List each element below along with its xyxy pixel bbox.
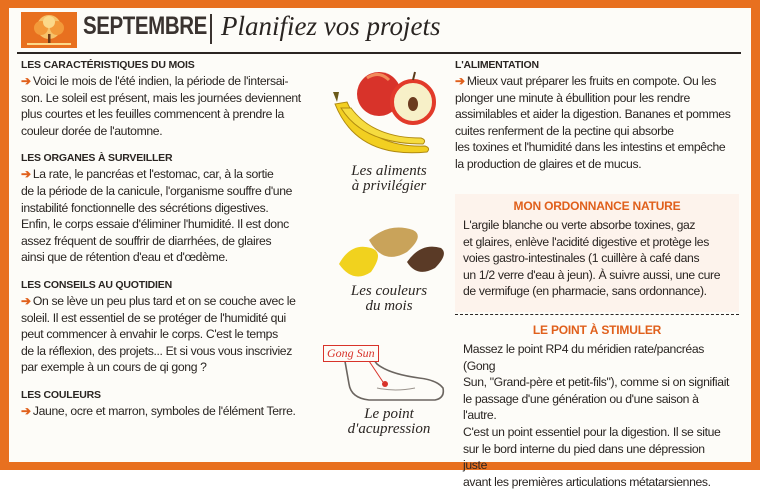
section-heading: L'ALIMENTATION (455, 59, 539, 71)
section-text: ➔ Voici le mois de l'été indien, la période de l'intersai- son. Le soleil est présent, mais les journées deviennent plus courtes et les feuilles commencent à prendre la couleur dorée de l'automne. (21, 74, 301, 138)
color-swatches (331, 222, 451, 284)
header-rule (17, 52, 741, 54)
right-column (455, 59, 739, 173)
gong-sun-label: Gong Sun (323, 345, 379, 362)
section-text: ➔ Jaune, ocre et marron, symboles de l'élément Terre. (21, 403, 296, 418)
section-organs (21, 152, 321, 266)
section-characteristics (21, 59, 321, 139)
section-colors (21, 389, 321, 420)
box-text: L'argile blanche ou verte absorbe toxines, gaz et glaires, enlève l'acidité digestive et protège les voies gastro-intestinales (1 cuillère à café dans un 1/2 verre d'eau à jeun). À suivre aussi, une cure de vermifuge (en pharmacie, sans ordonnance). (463, 218, 721, 299)
section-advice (21, 279, 321, 376)
brown-swatch (407, 247, 444, 272)
box-text: Massez le point RP4 du méridien rate/pancréas (Gong Sun, "Grand-père et petit-fils"), comme si on signifiait le passage d'une génération ou d'une saison à l'autre. C'est un point essentiel pour la digestion. Il se situe sur le bord interne du pied dans une dépression juste avant les premières articulations métatarsiennes. (463, 342, 730, 489)
box-title: LE POINT À STIMULER (532, 323, 662, 337)
arrow-icon: ➔ (21, 293, 31, 308)
section-text: ➔ La rate, le pancréas et l'estomac, car, à la sortie de la période de la canicule, l'organisme souffre d'une instabilité fonctionnelle des sécrétions digestives. Enfin, le corps essaie d'éliminer l'humidité. Il est donc assez fréquent de souffrir de diarrhées, de glaires ainsi que de rétention d'eau et d'œdème. (21, 167, 293, 265)
caption-foods: Les aliments à privilégier (351, 163, 427, 194)
arrow-icon: ➔ (21, 167, 31, 182)
arrow-icon: ➔ (21, 403, 31, 418)
arrow-icon: ➔ (21, 74, 31, 88)
month-title: SEPTEMBRE (83, 12, 207, 40)
pressure-point-box (455, 319, 739, 489)
caption-colors: Les couleurs du mois (350, 283, 428, 314)
section-heading: LES CONSEILS AU QUOTIDIEN (21, 278, 172, 291)
box-divider (455, 314, 739, 315)
box-title: MON ORDONNANCE NATURE (513, 199, 681, 213)
section-heading: LES COULEURS (21, 388, 101, 401)
arrow-icon: ➔ (455, 74, 465, 88)
caption-acupressure: Le point d'acupression (347, 406, 431, 437)
section-heading: LES CARACTÉRISTIQUES DU MOIS (21, 59, 195, 71)
magazine-page (9, 8, 751, 489)
yellow-swatch (339, 247, 378, 277)
left-column (21, 59, 321, 433)
section-text: ➔ Mieux vaut préparer les fruits en compote. Ou les plonger une minute à ébullition pour les rendre assimilables et aider la digestion. Bananes et pommes cuites renferment de la pectine qui absorbe les toxines et l'humidité dans les intestins et empêche la production de glaires et de mucus. (455, 74, 731, 171)
autumn-tree-logo (21, 12, 77, 48)
section-text: ➔ On se lève un peu plus tard et on se couche avec le soleil. Il est essentiel de se protéger de l'humidité qui peut commencer à envahir le corps. C'est le temps de la réflexion, des projets... Et si vous vous inscriviez par exemple à un cours de qi gong ? (21, 293, 296, 375)
natural-prescription-box (455, 194, 739, 312)
fruit-illustration (327, 64, 451, 164)
page-subtitle: Planifiez vos projets (221, 11, 441, 41)
header-separator (210, 14, 212, 44)
section-heading: LES ORGANES À SURVEILLER (21, 152, 173, 165)
